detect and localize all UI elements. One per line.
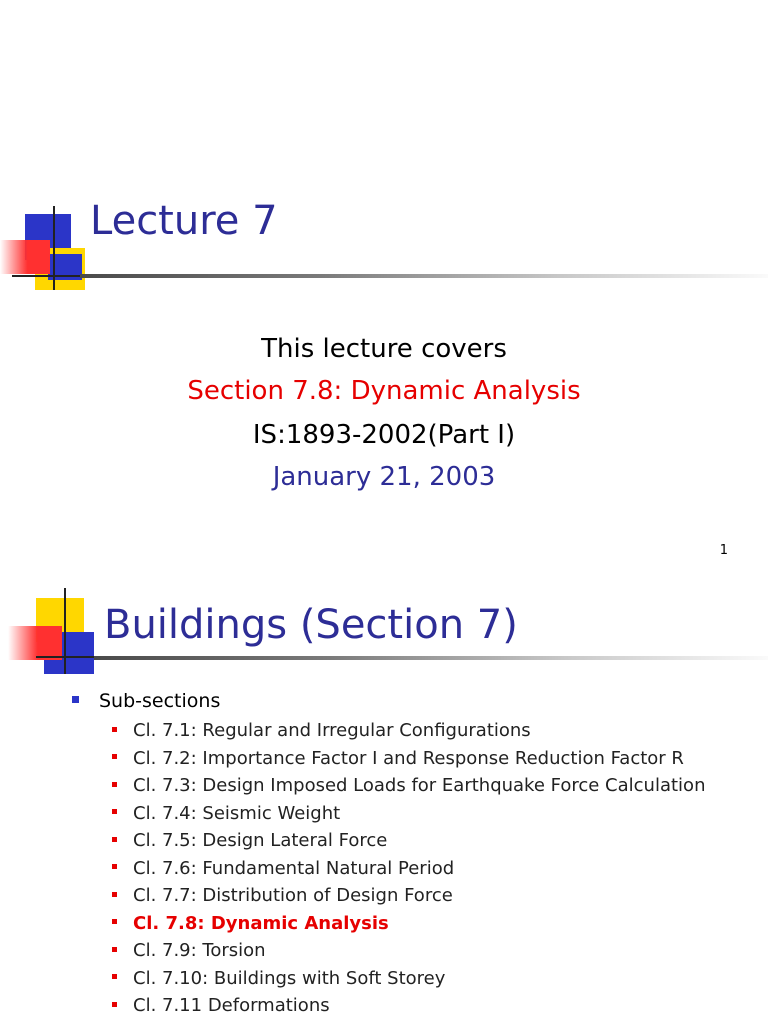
square-bullet-icon — [112, 892, 117, 897]
list-item — [112, 912, 705, 940]
title-underline — [80, 274, 768, 278]
square-bullet-icon — [112, 919, 117, 924]
list-item — [112, 994, 705, 1022]
standard-line: IS:1893-2002(Part I) — [252, 420, 516, 450]
list-item — [112, 802, 705, 830]
list-item-text: Cl. 7.10: Buildings with Soft Storey — [133, 967, 446, 989]
subtitle-line: This lecture covers — [261, 334, 507, 364]
list-item-text: Cl. 7.11 Deformations — [133, 995, 330, 1016]
bullet-sub-sections — [72, 690, 220, 712]
list-item-text: Cl. 7.2: Importance Factor I and Response Reduction Factor R — [133, 747, 684, 769]
slide-title-2: Buildings (Section 7) — [104, 602, 518, 648]
list-item-text: Cl. 7.5: Design Lateral Force — [133, 830, 388, 851]
list-item — [112, 829, 705, 857]
sub-section-list — [112, 719, 705, 1022]
list-item — [112, 967, 705, 995]
square-bullet-icon — [112, 974, 117, 979]
slide-title: Lecture 7 — [90, 198, 278, 244]
square-bullet-icon — [112, 864, 117, 869]
section-line: Section 7.8: Dynamic Analysis — [187, 376, 581, 406]
logo-red-gradient — [8, 626, 62, 660]
list-item-text: Cl. 7.4: Seismic Weight — [133, 802, 341, 824]
square-bullet-icon — [112, 782, 117, 787]
logo-red-gradient — [0, 240, 50, 274]
square-bullet-icon — [112, 947, 117, 952]
list-item-text: Cl. 7.3: Design Imposed Loads for Earthquake Force Calculation — [133, 775, 706, 796]
list-item — [112, 857, 705, 885]
square-bullet-icon — [72, 696, 79, 703]
list-item-text: Cl. 7.6: Fundamental Natural Period — [133, 857, 455, 879]
square-bullet-icon — [112, 1002, 117, 1007]
square-bullet-icon — [112, 754, 117, 759]
list-item-text: Cl. 7.7: Distribution of Design Force — [133, 885, 453, 906]
logo-vertical-line — [64, 588, 66, 674]
list-item-text: Cl. 7.8: Dynamic Analysis — [133, 912, 389, 934]
list-item — [112, 939, 705, 967]
date-line: January 21, 2003 — [272, 462, 496, 492]
bullet-label: Sub-sections — [99, 690, 221, 712]
title-underline-2 — [94, 656, 768, 660]
logo-vertical-line — [53, 206, 55, 290]
list-item — [112, 774, 705, 802]
square-bullet-icon — [112, 727, 117, 732]
list-item — [112, 719, 705, 747]
square-bullet-icon — [112, 837, 117, 842]
list-item — [112, 884, 705, 912]
list-item-text: Cl. 7.9: Torsion — [133, 940, 266, 961]
list-item — [112, 747, 705, 775]
square-bullet-icon — [112, 809, 117, 814]
list-item-text: Cl. 7.1: Regular and Irregular Configurations — [133, 720, 531, 741]
page-number: 1 — [719, 543, 728, 558]
